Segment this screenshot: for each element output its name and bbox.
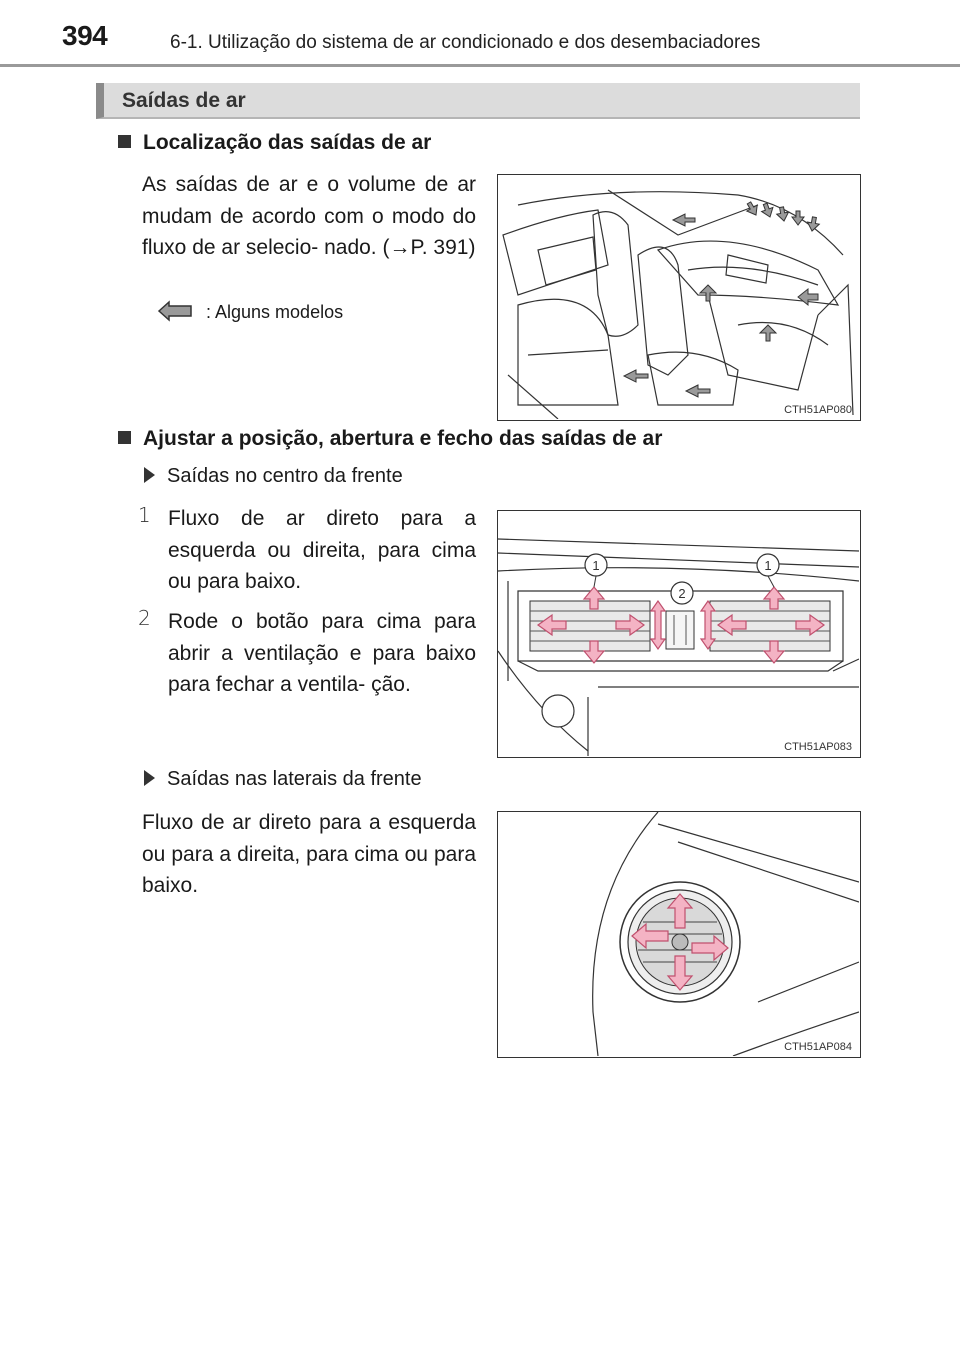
header-divider	[0, 64, 960, 67]
side-vents-title-text: Saídas nas laterais da frente	[167, 768, 422, 790]
adjust-heading	[118, 427, 662, 451]
location-text: As saídas de ar e o volume de ar mudam de acordo com o modo do fluxo de ar selecio- nado. (→P. 391)	[142, 173, 476, 259]
center-vents-figure	[497, 510, 861, 758]
legend-text: : Alguns modelos	[206, 302, 344, 322]
side-vents-text: Fluxo de ar direto para a esquerda ou para a direita, para cima ou para baixo.	[142, 811, 476, 897]
center-item-2-text: Rode o botão para cima para abrir a ventilação e para baixo para fechar a ventila- ção.	[168, 610, 476, 696]
figure-code: CTH51AP084	[784, 1041, 852, 1053]
section-bar	[96, 83, 860, 119]
vent-arrow-legend-icon	[157, 300, 193, 322]
triangle-bullet-icon	[144, 770, 155, 786]
center-item-1-text: Fluxo de ar direto para a esquerda ou direita, para cima ou para baixo.	[168, 507, 476, 593]
callout-1-right: 1	[764, 558, 772, 573]
figure-code: CTH51AP083	[784, 741, 852, 753]
item-number: 2	[138, 606, 151, 630]
callout-1-left: 1	[592, 558, 600, 573]
center-vents-title	[144, 465, 403, 488]
square-bullet-icon	[118, 135, 131, 148]
side-vents-title	[144, 768, 422, 791]
item-number: 1	[138, 503, 151, 527]
center-vents-title-text: Saídas no centro da frente	[167, 465, 403, 487]
section-title: Saídas de ar	[122, 89, 246, 112]
page-number: 394	[62, 20, 108, 51]
center-vents-illustration	[498, 511, 859, 756]
side-vent-figure	[497, 811, 861, 1058]
location-heading	[118, 131, 431, 155]
side-vent-illustration	[498, 812, 859, 1056]
square-bullet-icon	[118, 431, 131, 444]
triangle-bullet-icon	[144, 467, 155, 483]
car-interior-figure	[497, 174, 861, 421]
location-heading-text: Localização das saídas de ar	[143, 131, 432, 154]
callout-2: 2	[678, 586, 686, 601]
chapter-header: 6-1. Utilização do sistema de ar condicionado e dos desembaciadores	[170, 32, 761, 53]
car-interior-illustration	[498, 175, 859, 419]
adjust-heading-text: Ajustar a posição, abertura e fecho das saídas de ar	[143, 427, 663, 450]
figure-code: CTH51AP080	[784, 404, 852, 416]
